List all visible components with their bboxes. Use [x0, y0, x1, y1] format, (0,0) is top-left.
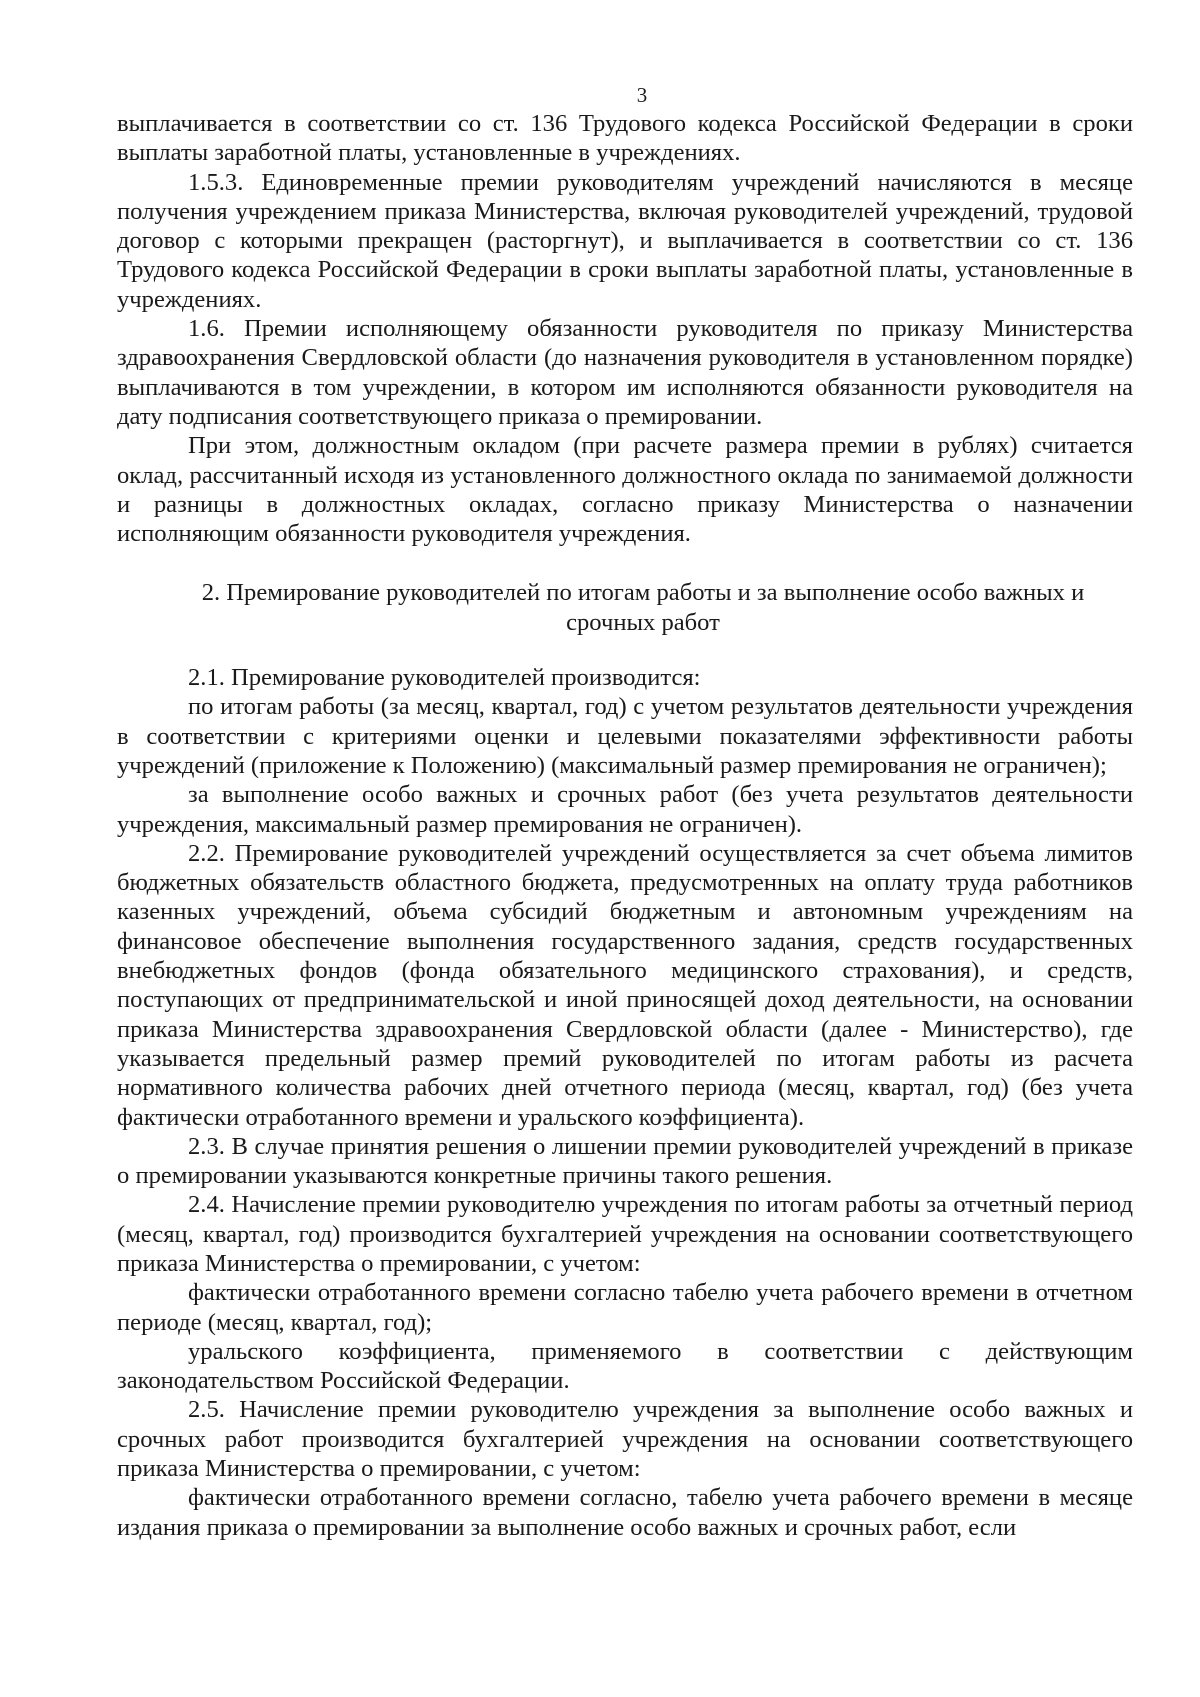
- paragraph-2-1: 2.1. Премирование руководителей производится:: [188, 664, 701, 692]
- document-page: [117, 84, 1133, 1542]
- paragraph-2-2: 2.2. Премирование руководителей учреждений осуществляется за счет объема лимитов бюджетных обязательств областного бюджета, предусмотренных на оплату труда работников казенных учреждений, объема субсидий бюджетным и автономным учреждениям на финансовое обеспечение выполнения государственного задания, средств государственных внебюджетных фондов (фонда обязательного медицинского страхования), и средств, поступающих от предпринимательской и иной приносящей доход деятельности, на основании приказа Министерства здравоохранения Свердловской области (далее - Министерство), где указывается предельный размер премий руководителей по итогам работы из расчета нормативного количества рабочих дней отчетного периода (месяц, квартал, год) (без учета фактически отработанного времени и уральского коэффициента).: [117, 839, 1133, 1131]
- paragraph-2-5: 2.5. Начисление премии руководителю учреждения за выполнение особо важных и срочных работ производится бухгалтерией учреждения на основании соответствующего приказа Министерства о премировании, с учетом:: [117, 1396, 1133, 1483]
- paragraph-1-6: 1.6. Премии исполняющему обязанности руководителя по приказу Министерства здравоохранения Свердловской области (до назначения руководителя в установленном порядке) выплачиваются в том учреждении, в котором им исполняются обязанности руководителя на дату подписания соответствующего приказа о премировании.: [117, 315, 1133, 430]
- paragraph-2-5-time: фактически отработанного времени согласно, табелю учета рабочего времени в месяце издания приказа о премировании за выполнение особо важных и срочных работ, если: [117, 1484, 1133, 1541]
- paragraph-2-3: 2.3. В случае принятия решения о лишении премии руководителей учреждений в приказе о премировании указываются конкретные причины такого решения.: [117, 1132, 1133, 1190]
- paragraph-2-1-results: по итогам работы (за месяц, квартал, год) с учетом результатов деятельности учреждения в соответствии с критериями оценки и целевыми показателями эффективности работы учреждений (приложение к Положению) (максимальный размер премирования не ограничен);: [117, 693, 1133, 779]
- section-2-heading: [117, 578, 1133, 637]
- paragraph-2-4-time: фактически отработанного времени согласно табелю учета рабочего времени в отчетном периоде (месяц, квартал, год);: [117, 1279, 1133, 1336]
- paragraph-salary-note: При этом, должностным окладом (при расчете размера премии в рублях) считается оклад, рассчитанный исходя из установленного должностного оклада по занимаемой должности и разницы в должностных окладах, согласно приказу Министерства о назначении исполняющим обязанности руководителя учреждения.: [117, 432, 1133, 548]
- section-2-heading-line2: срочных работ: [566, 608, 720, 636]
- paragraph-2-4: 2.4. Начисление премии руководителю учреждения по итогам работы за отчетный период (месяц, квартал, год) производится бухгалтерией учреждения на основании соответствующего приказа Министерства о премировании, с учетом:: [117, 1191, 1133, 1277]
- paragraph-continuation: выплачивается в соответствии со ст. 136 Трудового кодекса Российской Федерации в сроки выплаты заработной платы, установленные в учреждениях.: [117, 110, 1133, 167]
- paragraph-1-5-3: 1.5.3. Единовременные премии руководителям учреждений начисляются в месяце получения учреждением приказа Министерства, включая руководителей учреждений, трудовой договор с которыми прекращен (расторгнут), и выплачивается в соответствии со ст. 136 Трудового кодекса Российской Федерации в сроки выплаты заработной платы, установленные в учреждениях.: [117, 168, 1133, 313]
- paragraph-2-4-coefficient: уральского коэффициента, применяемого в соответствии с действующим законодательством Российской Федерации.: [117, 1337, 1133, 1395]
- paragraph-2-1-urgent: за выполнение особо важных и срочных работ (без учета результатов деятельности учреждения, максимальный размер премирования не ограничен).: [117, 781, 1133, 838]
- section-2-heading-line1: 2. Премирование руководителей по итогам работы и за выполнение особо важных и: [201, 579, 1085, 607]
- page-number: 3: [636, 83, 648, 107]
